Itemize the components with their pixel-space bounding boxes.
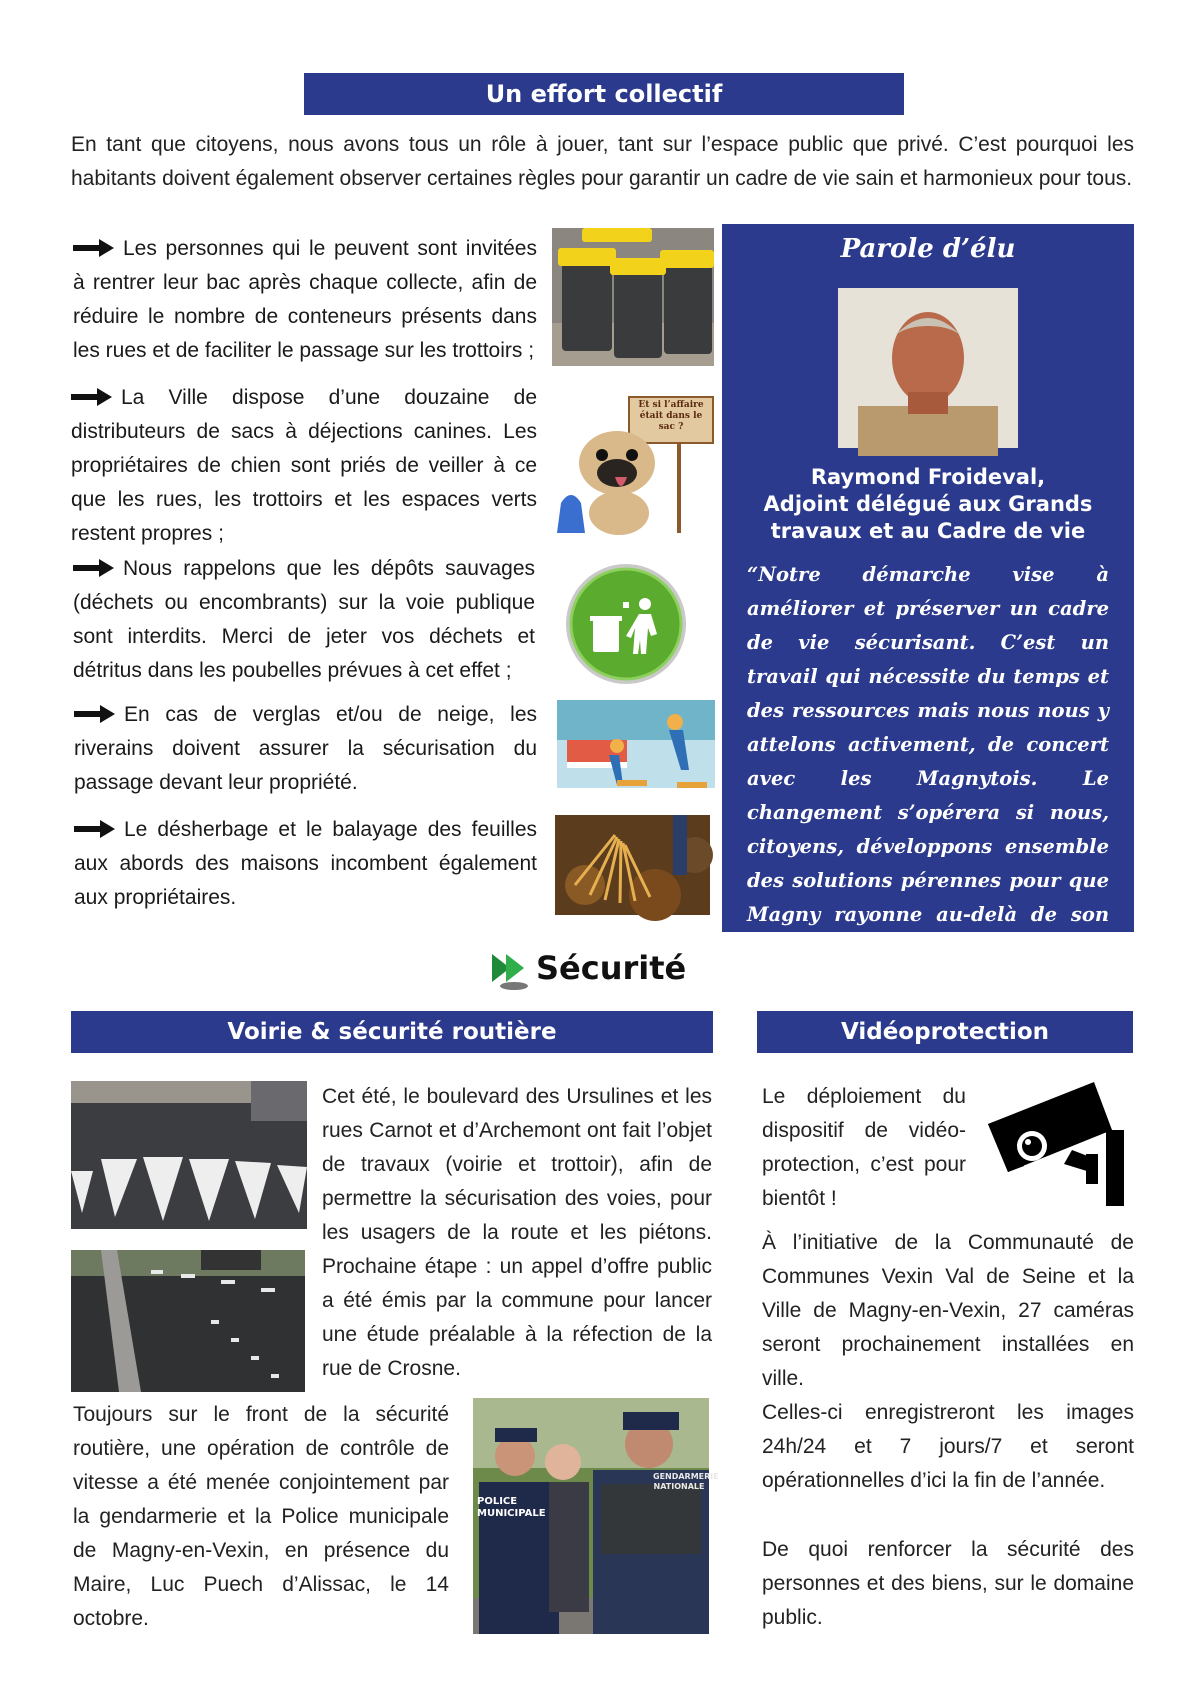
- photo-dog-sign: [557, 393, 715, 537]
- official-portrait: [838, 288, 1018, 448]
- arrow-right-icon: [74, 704, 116, 724]
- photo-snow-illustration: [557, 700, 715, 802]
- arrow-right-icon: [73, 558, 115, 578]
- video-paragraph-1: Le déploiement du dispositif de vidéo-protection, c’est pour bientôt !: [762, 1085, 966, 1210]
- no-litter-icon: [563, 562, 689, 686]
- bullet-waste: [73, 552, 535, 688]
- official-quote: “Notre démarche vise à améliorer et préserver un cadre de vie sécurisant. C’est un travail qui nécessite du temps et des ressources mais nous nous y attelons activement, de concert avec les Magnytois. Le changement s’opérera si nous, citoyens, développons ensemble des solutions pérennes pour que Magny rayonne au-delà de son bassin de vie.”: [747, 563, 1109, 960]
- voirie-title: Voirie & sécurité routière: [71, 1011, 713, 1053]
- video-title: Vidéoprotection: [757, 1011, 1133, 1053]
- voirie-paragraph-1: Cet été, le boulevard des Ursulines et les rues Carnot et d’Archemont ont fait l’objet de travaux (voirie et trottoir), afin de permettre la sécurisation des voies, pour les usagers de la route et les piétons. Prochaine étape : un appel d’offre public a été émis par la commune pour lancer une étude préalable à la réfection de la rue de Crosne.: [322, 1085, 712, 1380]
- effort-title: Un effort collectif: [304, 73, 904, 115]
- arrow-right-icon: [73, 238, 115, 258]
- bullet-dogs: [71, 381, 537, 551]
- bullet-bins: [73, 232, 537, 368]
- voirie-paragraph-2: Toujours sur le front de la sécurité routière, une opération de contrôle de vitesse a été menée conjointement par la gendarmerie et la Police municipale de Magny-en-Vexin, en présence du Maire, Luc Puech d’Alissac, le 14 octobre.: [73, 1403, 449, 1630]
- video-paragraph-4: De quoi renforcer la sécurité des personnes et des biens, sur le domaine public.: [762, 1538, 1134, 1629]
- official-role-line: Adjoint délégué aux Grands: [763, 492, 1093, 516]
- photo-bins: [552, 228, 714, 366]
- video-paragraph-2: À l’initiative de la Communauté de Communes Vexin Val de Seine et la Ville de Magny-en-Vexin, 27 caméras seront prochainement installées en ville.: [762, 1231, 1134, 1390]
- bullet-text: En cas de verglas et/ou de neige, les riverains doivent assurer la sécurisation du passage devant leur propriété.: [74, 703, 537, 794]
- official-role-line: travaux et au Cadre de vie: [770, 519, 1086, 543]
- security-camera-icon: [980, 1072, 1132, 1208]
- police-badge-text: POLICE MUNICIPALE: [477, 1496, 546, 1519]
- arrow-right-icon: [71, 387, 113, 407]
- official-name-line: Raymond Froideval,: [810, 465, 1046, 489]
- dog-sign-text: Et si l’affaire était dans le sac ?: [638, 400, 704, 432]
- photo-speed-bump: [71, 1081, 307, 1229]
- arrow-right-icon: [74, 819, 116, 839]
- official-name: [722, 464, 1134, 545]
- video-paragraph-3: Celles-ci enregistreront les images 24h/24 et 7 jours/7 et seront opérationnelles d’ici la fin de l’année.: [762, 1401, 1134, 1492]
- bullet-snow: [74, 698, 537, 800]
- effort-intro: En tant que citoyens, nous avons tous un rôle à jouer, tant sur l’espace public que privé. C’est pourquoi les habitants doivent également observer certaines règles pour garantir un cadre de vie sain et harmonieux pour tous.: [71, 133, 1134, 190]
- double-chevron-icon: [490, 948, 534, 992]
- securite-title: Sécurité: [536, 949, 687, 987]
- bullet-text: La Ville dispose d’une douzaine de distributeurs de sacs à déjections canines. Les propriétaires de chien sont priés de veiller à ce que les rues, les trottoirs et les espaces verts restent propres ;: [71, 386, 537, 545]
- bullet-weeds: [74, 813, 537, 915]
- bullet-text: Le désherbage et le balayage des feuilles aux abords des maisons incombent également aux propriétaires.: [74, 818, 537, 909]
- elected-official-box: [722, 224, 1134, 960]
- photo-police-gendarmerie: [473, 1398, 719, 1634]
- elu-title: Parole d’élu: [840, 234, 1016, 264]
- photo-leaves-rake: [555, 815, 710, 915]
- bullet-text: Nous rappelons que les dépôts sauvages (déchets ou encombrants) sur la voie publique sont interdits. Merci de jeter vos déchets et détritus dans les poubelles prévues à cet effet ;: [73, 557, 535, 682]
- gendarmerie-badge-text: GENDARMERIE NATIONALE: [653, 1472, 719, 1491]
- photo-road-crossing: [71, 1250, 305, 1392]
- bullet-text: Les personnes qui le peuvent sont invitées à rentrer leur bac après chaque collecte, afin de réduire le nombre de conteneurs présents dans les rues et de faciliter le passage sur les trottoirs ;: [73, 237, 537, 362]
